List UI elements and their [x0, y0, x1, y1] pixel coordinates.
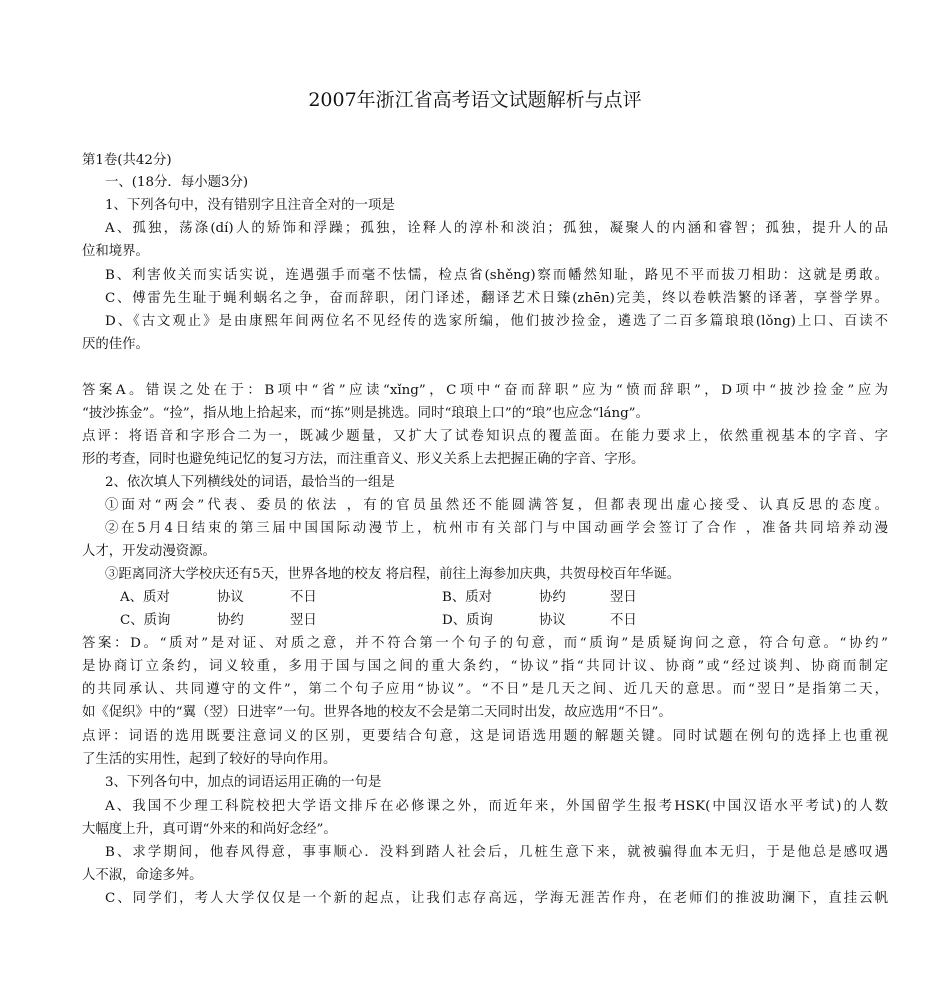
q3-option-b-line1: B、求学期间，他春风得意，事事顺心．没料到踏人社会后，几桩生意下来，就被骗得血本无归，于是他总是感叹遇 [105, 845, 888, 860]
q3-option-b-line2: 人不淑，命途多舛。 [82, 868, 203, 883]
q2-option-b-word3: 翌日 [610, 590, 637, 605]
section-one-header: 一、(18分．每小题3分) [105, 175, 249, 190]
q2-answer-line2: 是协商订立条约，词义较重，多用于国与国之间的重大条约，“协议”指“共同计议、协商”或“经过谈判、协商而制定 [82, 659, 888, 674]
q3-option-a-line2: 大幅度上升，真可谓“外来的和尚好念经”。 [82, 822, 337, 837]
q1-option-a-line1: A、孤独，荡涤(dí)人的矫饰和浮躁；孤独，诠释人的淳朴和淡泊；孤独，凝聚人的内涵和睿智；孤独，提升人的品 [105, 221, 888, 236]
q2-sentence-2-line2: 人才，开发动漫资源。 [82, 544, 216, 559]
q2-option-c-word2: 协约 [217, 613, 244, 628]
q2-option-a-word3: 不日 [290, 590, 317, 605]
page-title: 2007年浙江省高考语文试题解析与点评 [308, 89, 642, 111]
q3-option-c-line1: C、同学们，考人大学仅仅是一个新的起点，让我们志存高远，学海无涯苦作舟，在老师们的推波助澜下，直挂云帆 [105, 891, 888, 906]
q2-answer-line4: 如《促织》中的“翼（翌）日进宰”一句。世界各地的校友不会是第二天同时出发，故应选用“不日”。 [82, 705, 672, 720]
q2-option-c-word3: 翌日 [290, 613, 317, 628]
q2-sentence-1: ①面对“两会”代表、委员的依法 ，有的官员虽然还不能圆满答复，但都表现出虚心接受、认真反思的态度。 [105, 498, 888, 513]
q2-option-d-word1: D、质询 [442, 613, 493, 628]
volume-header: 第1卷(共42分) [82, 153, 172, 168]
q1-option-d-line1: D、《古文观止》是由康熙年间两位名不见经传的选家所编，他们披沙捡金，遴选了二百多篇琅琅(lǒng)上口、百读不 [105, 314, 888, 329]
q2-option-d-word3: 不日 [610, 613, 637, 628]
q2-option-b-word1: B、质对 [442, 590, 493, 605]
q2-sentence-2-line1: ②在5月4日结束的第三届中国国际动漫节上，杭州市有关部门与中国动画学会签订了合作 ，准备共同培养动漫 [105, 521, 888, 536]
q1-answer-line1: 答案A。错误之处在于：B项中“省”应读“xǐng”，C项中“奋而辞职”应为“愤而辞职”，D项中“披沙捡金”应为 [82, 383, 888, 398]
q2-answer-line1: 答案：D。“质对”是对证、对质之意，并不符合第一个句子的句意，而“质询”是质疑询问之意，符合句意。“协约” [82, 636, 888, 651]
q2-answer-line3: 的共同承认、共同遵守的文件”，第二个句子应用“协议”。“不日”是几天之间、近几天的意思。而“翌日”是指第二天， [82, 682, 888, 697]
q2-stem: 2、依次填人下列横线处的词语，最恰当的一组是 [105, 475, 395, 490]
q1-comment-line2: 形的考查，同时也避免纯记忆的复习方法，而注重音义、形义关系上去把握正确的字音、字形。 [82, 452, 645, 467]
q1-option-c: C、傅雷先生耻于蝇利蜗名之争，奋而辞职，闭门译述，翻译艺术日臻(zhēn)完美，终以卷帙浩繁的译著，享誉学界。 [105, 291, 888, 306]
q1-option-a-line2: 位和境界。 [82, 244, 149, 259]
q2-option-c-word1: C、质询 [120, 613, 171, 628]
q1-stem: 1、下列各句中，没有错别字且注音全对的一项是 [105, 198, 395, 213]
q2-comment-line1: 点评：词语的选用既要注意词义的区别，更要结合句意，这是词语选用题的解题关键。同时试题在例句的选择上也重视 [82, 729, 888, 744]
q3-stem: 3、下列各句中，加点的词语运用正确的一句是 [105, 775, 382, 790]
q2-sentence-3: ③距离同济大学校庆还有5天，世界各地的校友 将启程，前往上海参加庆典，共贺母校百年华诞。 [105, 567, 681, 582]
q1-option-d-line2: 厌的佳作。 [82, 337, 149, 352]
q2-option-a-word2: 协议 [217, 590, 244, 605]
q1-option-b: B、利害攸关而实话实说，连遇强手而毫不怯懦，检点省(shěng)察而幡然知耻，路见不平而拔刀相助：这就是勇敢。 [105, 268, 888, 283]
q2-comment-line2: 了生活的实用性，起到了较好的导向作用。 [82, 752, 337, 767]
q3-option-a-line1: A、我国不少理工科院校把大学语文排斥在必修课之外，而近年来，外国留学生报考HSK(中国汉语水平考试)的人数 [105, 799, 888, 814]
q1-comment-line1: 点评：将语音和字形合二为一，既减少题量，又扩大了试卷知识点的覆盖面。在能力要求上，依然重视基本的字音、字 [82, 429, 888, 444]
q1-answer-line2: “披沙拣金”。“捡”，指从地上拾起来，而“拣”则是挑选。同时“琅琅上口”的“琅”也应念“láng”。 [82, 406, 649, 421]
q2-option-a-word1: A、质对 [120, 590, 170, 605]
q2-option-d-word2: 协议 [539, 613, 566, 628]
q2-option-b-word2: 协约 [539, 590, 566, 605]
